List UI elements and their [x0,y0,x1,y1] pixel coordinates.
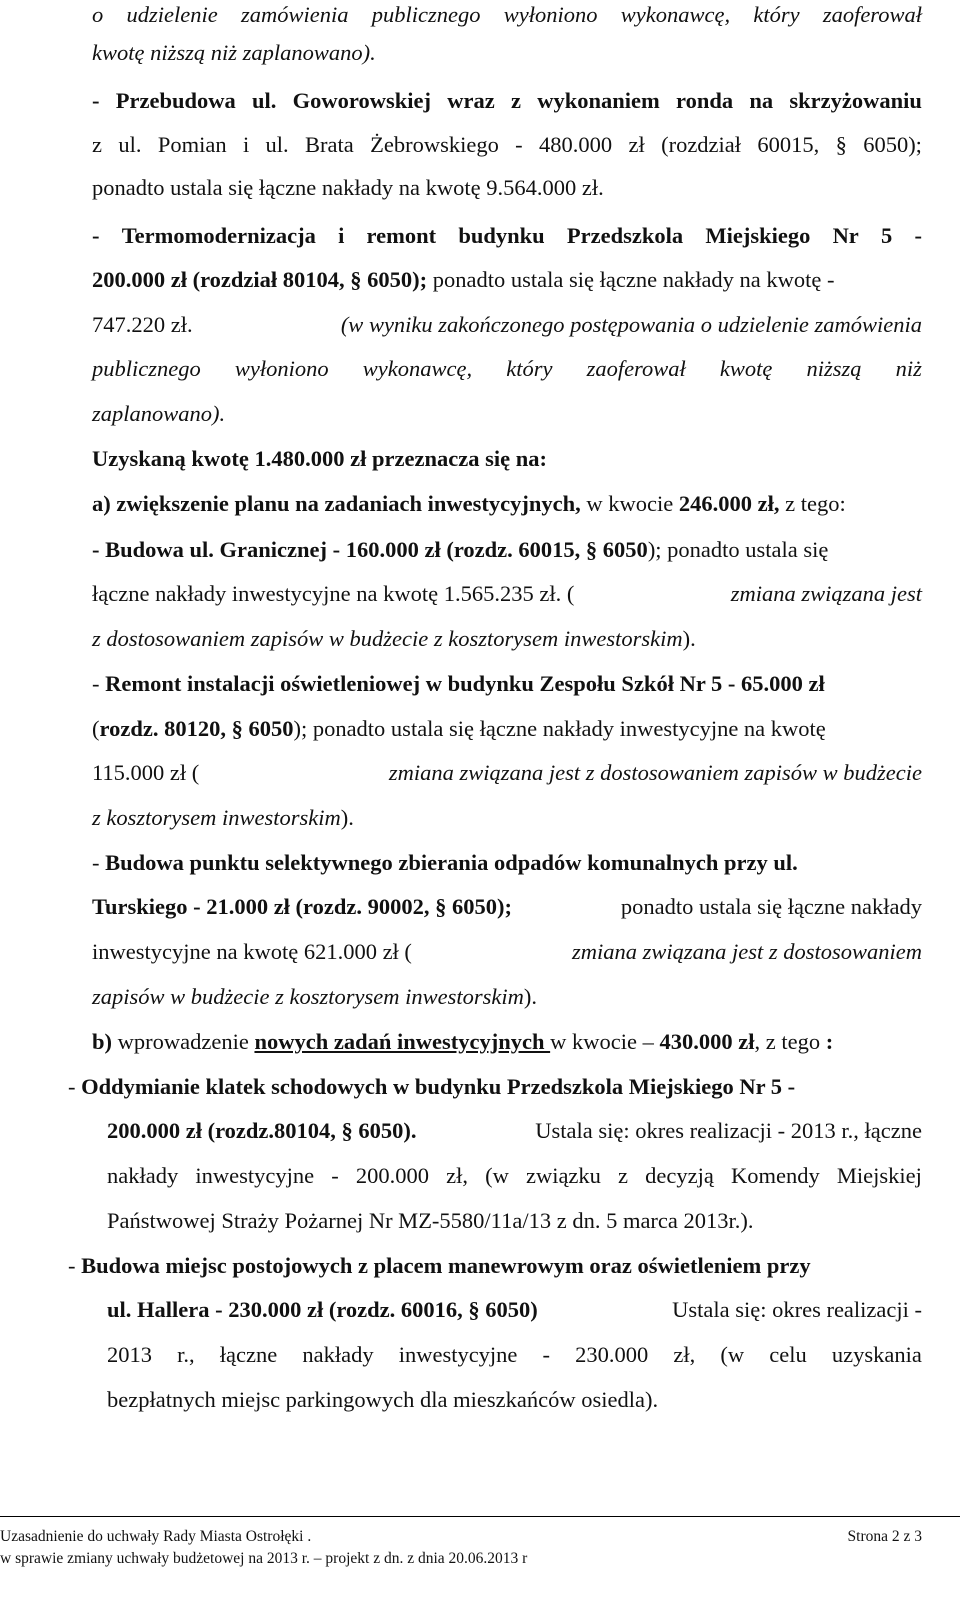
text-line: - Budowa miejsc postojowych z placem manewrowym oraz oświetleniem przy [68,1253,811,1278]
text-line: z dostosowaniem zapisów w budżecie z kosztorysem inwestorskim). [92,626,696,651]
word: budynku [458,223,545,248]
word: 60015, [757,132,820,157]
text-line: 115.000 zł ( zmiana związana jest z dostosowaniem zapisów w budżecie [92,760,922,785]
word: Pomian [157,132,227,157]
text-line: Państwowej Straży Pożarnej Nr MZ-5580/11a/13 z dn. 5 marca 2013r.). [107,1208,754,1233]
word: wyłoniono [234,356,329,381]
word: Goworowskiej [292,88,431,113]
word: zaoferował [822,2,922,27]
word: wykonawcę, [620,2,731,27]
word: i [242,132,250,157]
word: - [331,1163,339,1188]
word: decyzją [645,1163,714,1188]
word: łączne [219,1342,278,1367]
word: inwestycyjne [398,1342,518,1367]
word: Termomodernizacja [121,223,316,248]
text-line: 200.000 zł (rozdział 80104, § 6050); ponadto ustala się łączne nakłady na kwotę - [92,267,835,292]
word: r., [177,1342,195,1367]
word: wykonawcę, [362,356,473,381]
word: 2013 [107,1342,152,1367]
word: Komendy [731,1163,820,1188]
text-line: łączne nakłady inwestycyjne na kwotę 1.565.235 zł. ( zmiana związana jest [92,581,922,606]
word: (w [720,1342,745,1367]
text-line: b) wprowadzenie nowych zadań inwestycyjnych w kwocie – 430.000 zł, z tego : [92,1029,834,1054]
word: Miejskiego [705,223,811,248]
text-line: ponadto ustala się łączne nakłady na kwotę 9.564.000 zł. [92,175,604,200]
text-line: 747.220 zł. (w wyniku zakończonego postępowania o udzielenie zamówienia [92,312,922,337]
word: zł, [446,1163,468,1188]
word: inwestycyjne [195,1163,315,1188]
text-line: - Budowa ul. Granicznej - 160.000 zł (rozdz. 60015, § 6050); ponadto ustala się [92,537,829,562]
text-line: a) zwiększenie planu na zadaniach inwestycyjnych, w kwocie 246.000 zł, z tego: [92,491,846,516]
text-line [107,1161,922,1191]
word: Nr [832,223,859,248]
word: ul. [252,88,277,113]
word: z [510,88,521,113]
word: zamówienia [240,2,349,27]
footer-divider [0,1516,960,1517]
text-line: zapisów w budżecie z kosztorysem inwestorskim). [92,984,537,1009]
word: Przebudowa [115,88,236,113]
page-number: Strona 2 z 3 [847,1528,922,1545]
word: 480.000 [539,132,613,157]
word: związku [525,1163,601,1188]
word: (rozdział [661,132,742,157]
text-line [92,0,922,30]
text-line: z kosztorysem inwestorskim). [92,805,354,830]
word: remont [366,223,437,248]
word: 5 [881,223,893,248]
word: - [92,88,100,113]
text-line: kwotę niższą niż zaplanowano). [92,40,376,65]
text-line: ul. Hallera - 230.000 zł (rozdz. 60016, § 6050) Ustala się: okres realizacji - [107,1297,922,1322]
word: niż [895,356,922,381]
word: z [618,1163,629,1188]
text-line: zaplanowano). [92,401,226,426]
text-line [92,354,922,384]
text-line [92,130,922,160]
word: ul. [265,132,289,157]
word: § [835,132,847,157]
word: zł [628,132,645,157]
word: który [753,2,800,27]
word: - [92,223,100,248]
word: wykonaniem [537,88,660,113]
word: 200.000 [355,1163,429,1188]
text-line: - Budowa punktu selektywnego zbierania odpadów komunalnych przy ul. [92,850,798,875]
word: udzielenie [126,2,218,27]
word: publicznego [371,2,481,27]
word: - [542,1342,551,1367]
text-line: inwestycyjne na kwotę 621.000 zł ( zmiana związana jest z dostosowaniem [92,939,922,964]
word: na [749,88,774,113]
word: celu [769,1342,807,1367]
word: 230.000 [575,1342,649,1367]
word: nakłady [302,1342,374,1367]
word: który [506,356,553,381]
word: kwotę [719,356,773,381]
text-line: - Remont instalacji oświetleniowej w budynku Zespołu Szkół Nr 5 - 65.000 zł [92,671,825,696]
text-line [107,1340,922,1370]
text-line: 200.000 zł (rozdz.80104, § 6050). Ustala się: okres realizacji - 2013 r., łączne [107,1118,922,1143]
word: niższą [806,356,862,381]
text-line [92,86,922,116]
word: publicznego [92,356,201,381]
text-line: bezpłatnych miejsc parkingowych dla mieszkańców osiedla). [107,1387,659,1412]
word: nakłady [107,1163,179,1188]
word: 6050); [863,132,922,157]
word: (w [485,1163,509,1188]
word: z [92,132,102,157]
word: - [515,132,523,157]
word: ul. [118,132,142,157]
word: Brata [305,132,354,157]
footer-subtitle: w sprawie zmiany uchwały budżetowej na 2013 r. – projekt z dn. z dnia 20.06.2013 r [0,1550,528,1567]
word: o [92,2,104,27]
word: wraz [447,88,495,113]
word: wyłoniono [503,2,598,27]
text-line: - Oddymianie klatek schodowych w budynku Przedszkola Miejskiego Nr 5 - [68,1074,796,1099]
word: i [338,223,345,248]
word: skrzyżowaniu [789,88,922,113]
word: Miejskiej [836,1163,922,1188]
word: ronda [676,88,734,113]
word: Żebrowskiego [370,132,499,157]
word: zł, [673,1342,696,1367]
text-line: Uzyskaną kwotę 1.480.000 zł przeznacza się na: [92,446,547,471]
text-line [92,221,922,251]
word: uzyskania [831,1342,922,1367]
text-line: Turskiego - 21.000 zł (rozdz. 90002, § 6050); ponadto ustala się łączne nakłady [92,894,922,919]
text-line: (rozdz. 80120, § 6050); ponadto ustala się łączne nakłady inwestycyjne na kwotę [92,716,826,741]
footer-title: Uzasadnienie do uchwały Rady Miasta Ostrołęki . [0,1528,312,1545]
word: Przedszkola [566,223,684,248]
word: zaoferował [586,356,686,381]
word: - [914,223,922,248]
